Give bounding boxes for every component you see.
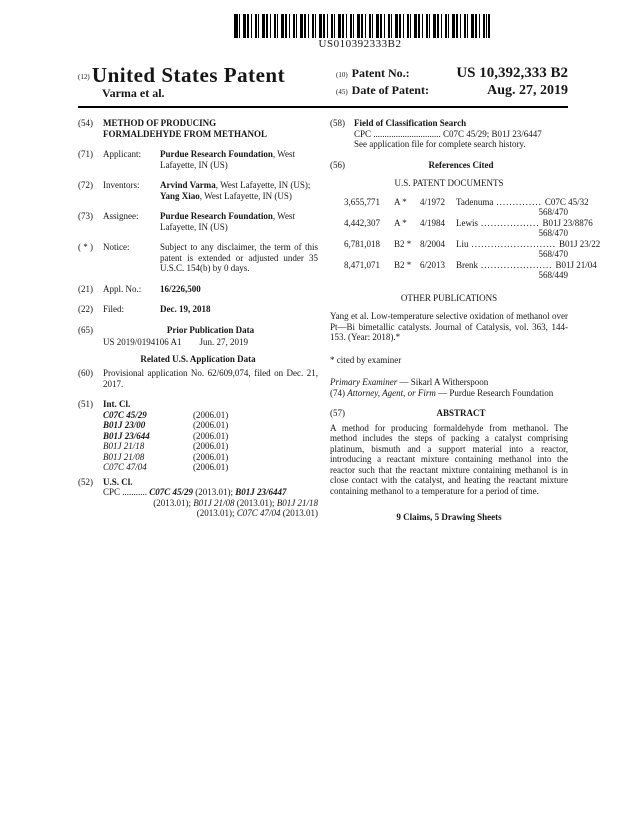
abstract-heading: ABSTRACT: [436, 408, 486, 418]
applicant-label: Applicant:: [103, 149, 141, 159]
related-application-heading: Related U.S. Application Data: [140, 353, 256, 364]
patent-date-row: [336, 83, 568, 100]
int-cl-entry: [103, 410, 318, 421]
publication-number: US 2019/0194106 A1: [103, 337, 182, 347]
field-search-heading: Field of Classification Search: [354, 118, 467, 128]
cpc-code: B01J 23/6447: [235, 487, 287, 497]
section-58-tag: (58): [330, 118, 345, 128]
notice-tag: ( * ): [78, 242, 93, 252]
ref-class-code: B01J 21/04: [555, 259, 597, 270]
section-72-tag: (72): [78, 180, 93, 190]
ref-name: Lewis: [456, 217, 478, 228]
cpc-text: (2013.01): [280, 508, 318, 518]
ref-class-secondary: 568/470: [538, 228, 568, 238]
applicant-value: [160, 149, 318, 170]
cpc-code: C07C 45/29: [149, 487, 194, 497]
section-provisional-60: [78, 368, 318, 389]
int-cl-entry: [103, 441, 318, 452]
ref-class-code: C07C 45/32: [544, 196, 589, 207]
primary-examiner-name: — Sikarl A Witherspoon: [397, 377, 489, 387]
ref-kind-code: B2 *: [394, 259, 412, 270]
ref-patent-number: 4,442,307: [344, 217, 380, 228]
section-51-tag: (51): [78, 399, 93, 409]
applicant-name: Purdue Research Foundation: [160, 149, 273, 159]
section-notice: [78, 242, 318, 274]
claims-drawing-sheets-line: 9 Claims, 5 Drawing Sheets: [396, 512, 502, 522]
attorney-line: [330, 388, 568, 399]
int-cl-code: C07C 47/04: [103, 462, 147, 472]
ref-date: 4/1972: [420, 196, 446, 207]
attorney-name: — Purdue Research Foundation: [435, 387, 554, 398]
patent-date-tag: (45): [336, 88, 348, 96]
section-title-54: [78, 118, 318, 139]
reference-row: [344, 238, 601, 260]
ref-leader-dots: ......................: [481, 259, 553, 270]
section-us-cl-52: [78, 477, 318, 519]
ref-class-secondary: 568/470: [538, 249, 568, 259]
ref-date: 8/2004: [420, 238, 446, 249]
appl-no-label: Appl. No.:: [103, 283, 142, 294]
ref-leader-dots: ..........................: [471, 238, 556, 249]
ref-class-secondary: 568/449: [538, 270, 568, 280]
publication-date: Jun. 27, 2019: [199, 337, 249, 347]
int-cl-heading: Int. Cl.: [103, 399, 131, 409]
notice-label: Notice:: [103, 242, 130, 252]
barcode-number: US010392333B2: [318, 38, 402, 50]
header-left: [78, 64, 336, 100]
reference-row: [344, 196, 589, 218]
section-assignee-73: [78, 211, 318, 232]
section-54-tag: (54): [78, 118, 93, 128]
references-cited-heading: References Cited: [428, 159, 494, 170]
section-abstract-57: [330, 408, 568, 496]
section-73-tag: (73): [78, 211, 93, 221]
section-65-tag: (65): [78, 324, 93, 335]
field-search-note: See application file for complete search history.: [354, 139, 526, 149]
other-publications-heading: OTHER PUBLICATIONS: [400, 292, 498, 303]
int-cl-code: B01J 21/08: [103, 451, 145, 462]
inventor-line: Varma et al.: [102, 86, 165, 100]
notice-text: Subject to any disclaimer, the term of this patent is extended or adjusted under 35 U.S.C. 154(b) by 0 days.: [160, 242, 318, 273]
cpc-code: C07C 47/04: [236, 508, 281, 518]
int-cl-date: (2006.01): [193, 409, 229, 420]
ref-leader-dots: ..............: [496, 196, 542, 207]
assignee-name: Purdue Research Foundation: [160, 211, 273, 221]
ref-kind-code: B2 *: [394, 238, 412, 249]
int-cl-date: (2006.01): [193, 441, 229, 451]
section-56-tag: (56): [330, 159, 345, 170]
patent-date-value: Aug. 27, 2019: [487, 83, 568, 98]
ref-patent-number: 3,655,771: [344, 196, 380, 207]
section-applicant-71: [78, 149, 318, 170]
applicant-address: , West Lafayette, IN (US): [160, 149, 295, 170]
primary-examiner-line: [330, 377, 568, 388]
cpc-line-1: [103, 487, 318, 498]
int-cl-entry: [103, 452, 318, 463]
page-title: United States Patent: [91, 63, 286, 87]
reference-row: [344, 217, 593, 239]
cpc-text: (2013.01);: [234, 497, 277, 508]
section-appl-no-21: [78, 284, 318, 295]
int-cl-code: B01J 23/644: [103, 430, 150, 441]
section-60-tag: (60): [78, 368, 93, 378]
ref-name: Liu: [456, 238, 469, 249]
header: [78, 0, 568, 100]
prior-publication-heading: Prior Publication Data: [166, 324, 255, 335]
patent-number-label: Patent No.:: [351, 66, 410, 80]
cited-by-examiner-note: * cited by examiner: [330, 354, 402, 365]
inventor-2-address: , West Lafayette, IN (US): [199, 190, 292, 201]
invention-title-line1: METHOD OF PRODUCING: [103, 118, 217, 128]
us-cl-heading: U.S. Cl.: [103, 476, 133, 487]
reference-row: [344, 259, 597, 281]
int-cl-date: (2006.01): [193, 451, 229, 462]
int-cl-entry: [103, 420, 318, 431]
section-57-tag: (57): [330, 408, 345, 418]
section-int-cl-51: [78, 399, 318, 473]
ref-date: 4/1984: [420, 217, 446, 228]
us-cl-cpc: [103, 487, 318, 519]
section-52-tag: (52): [78, 476, 93, 487]
section-prior-publication-65: [78, 325, 318, 348]
int-cl-code: C07C 45/29: [103, 409, 147, 420]
cpc-prefix: CPC ...........: [103, 487, 150, 497]
section-field-of-search-58: [330, 118, 568, 150]
cpc-line-2: [103, 498, 318, 509]
int-cl-date: (2006.01): [193, 462, 229, 472]
primary-examiner-label: Primary Examiner: [330, 377, 398, 387]
section-21-tag: (21): [78, 283, 93, 294]
int-cl-date: (2006.01): [193, 420, 229, 430]
inventor-1-address: , West Lafayette, IN (US);: [215, 180, 311, 190]
patent-number-value: US 10,392,333 B2: [456, 65, 568, 81]
ref-class-secondary: 568/470: [538, 207, 568, 217]
provisional-text: Provisional application No. 62/609,074, filed on Dec. 21, 2017.: [103, 368, 318, 389]
left-column: [78, 118, 318, 529]
section-filed-22: [78, 304, 318, 315]
cpc-text: (2013.01);: [153, 497, 194, 508]
header-right: [336, 64, 568, 100]
assignee-address: , West Lafayette, IN (US): [160, 211, 295, 232]
invention-title-line2: FORMALDEHYDE FROM METHANOL: [103, 128, 267, 139]
ref-date: 6/2013: [420, 259, 446, 270]
section-22-tag: (22): [78, 304, 93, 314]
attorney-label: Attorney, Agent, or Firm: [347, 387, 436, 398]
other-publication-text: Yang et al. Low-temperature selective oxidation of methanol over Pt—Bi bimetallic catalysts. Journal of Catalysis, vol. 363, 144-153. (Year: 2018).*: [330, 311, 568, 342]
int-cl-code: B01J 21/18: [103, 441, 145, 451]
patent-date-label: Date of Patent:: [351, 83, 429, 97]
int-cl-code: B01J 23/00: [103, 420, 146, 430]
assignee-value: [160, 211, 318, 232]
references-table: [330, 196, 601, 281]
assignee-label: Assignee:: [103, 211, 139, 221]
ref-kind-code: A *: [394, 217, 407, 228]
ref-class-code: B01J 23/8876: [542, 217, 593, 228]
abstract-text: A method for producing formaldehyde from methanol. The method includes the steps of packing a catalyst comprising platinum, bismuth and a support material into a reactor, introducing a reactant mixture containing methanol into the reactor such that the reactant mixture containing methanol is in close contact with the catalyst, and heating the reactant mixture containing methanol to a temperature for a period of time.: [330, 422, 568, 496]
prior-publication-line: [103, 337, 318, 348]
cpc-text: (2013.01);: [193, 487, 236, 497]
section-references-56: [330, 160, 568, 189]
right-column: [330, 118, 601, 529]
ref-kind-code: A *: [394, 196, 407, 207]
ref-patent-number: 8,471,071: [344, 259, 380, 270]
inventors-label: Inventors:: [103, 180, 140, 190]
section-inventors-72: [78, 180, 318, 201]
patent-number-tag: (10): [336, 71, 348, 79]
appl-no-value: 16/226,500: [160, 283, 201, 294]
patent-number-row: [336, 66, 568, 83]
inventor-1-name: Arvind Varma: [160, 180, 216, 190]
int-cl-date: (2006.01): [193, 430, 229, 441]
section-71-tag: (71): [78, 149, 93, 159]
header-divider: [78, 106, 568, 108]
inventor-2-name: Yang Xiao: [160, 190, 200, 201]
filed-value: Dec. 19, 2018: [160, 304, 211, 314]
attorney-tag: (74): [330, 387, 348, 398]
ref-class-code: B01J 23/22: [559, 238, 601, 249]
us-patent-documents-heading: U.S. PATENT DOCUMENTS: [394, 178, 504, 188]
int-cl-entry: [103, 431, 318, 442]
cpc-code: B01J 21/08: [193, 497, 235, 508]
int-cl-entry: [103, 462, 318, 473]
ref-leader-dots: ..................: [481, 217, 540, 228]
ref-name: Brenk: [456, 259, 478, 270]
filed-label: Filed:: [103, 304, 125, 314]
inventors-value: [160, 180, 318, 201]
ref-name: Tadenuma: [456, 196, 494, 207]
kind-code-tag: (12): [78, 73, 90, 81]
cpc-text: (2013.01);: [196, 508, 237, 518]
field-search-cpc: CPC .............................. C07C 45/29; B01J 23/6447: [354, 128, 542, 139]
cpc-line-3: [103, 508, 318, 519]
cpc-code: B01J 21/18: [276, 497, 318, 508]
ref-patent-number: 6,781,018: [344, 238, 380, 249]
